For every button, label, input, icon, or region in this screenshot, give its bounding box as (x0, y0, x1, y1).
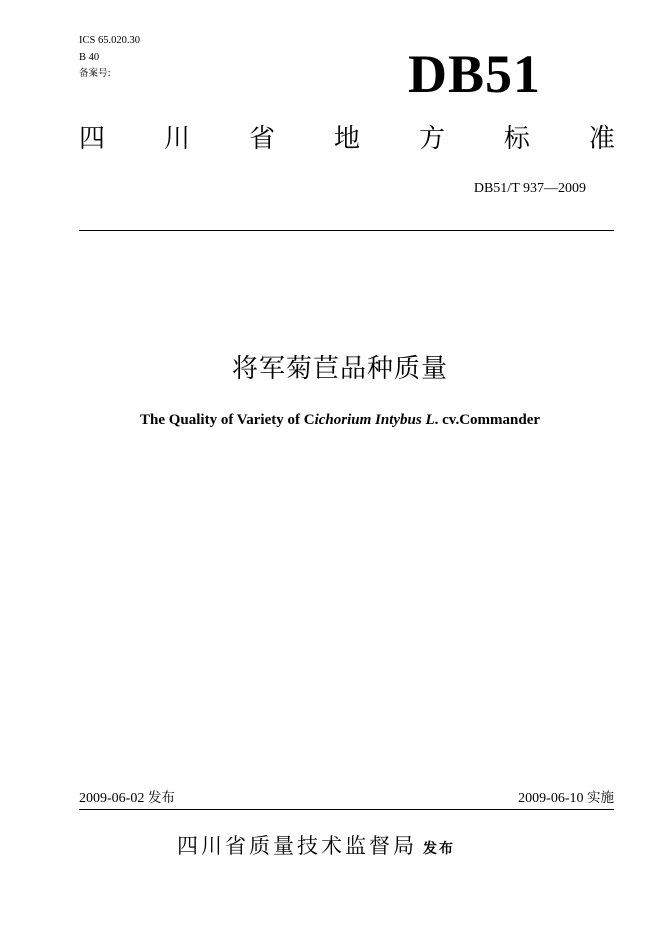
effective-date-label: 实施 (587, 790, 614, 806)
standard-type-char: 省 (248, 124, 275, 154)
standard-type-char: 四 (79, 124, 106, 154)
title-en-prefix: The Quality of Variety of C (139, 412, 315, 428)
ics-code: ICS 65.020.30 (79, 35, 140, 46)
ccs-code: B 40 (79, 52, 100, 63)
issue-date-value: 2009-06-02 (79, 791, 145, 806)
issuer-name: 四川省质量技术监督局 (177, 834, 417, 858)
standard-code-logo: DB51 (408, 44, 542, 104)
effective-date-value: 2009-06-10 (518, 791, 584, 806)
standard-type-char: 川 (163, 124, 190, 154)
title-en-species: ichorium Intybus L (314, 412, 435, 428)
record-number-label: 备案号: (79, 68, 111, 79)
issuing-authority (177, 831, 455, 864)
issue-date (79, 789, 175, 808)
standard-type-heading (79, 120, 615, 158)
document-title-english (0, 411, 662, 429)
issuer-action: 发布 (423, 841, 455, 857)
issue-date-label: 发布 (147, 790, 175, 806)
title-en-suffix: . cv.Commander (434, 412, 541, 428)
standard-number: DB51/T 937—2009 (473, 181, 586, 196)
header-divider (79, 230, 614, 231)
standard-type-char: 方 (418, 124, 445, 154)
standard-type-char: 标 (503, 124, 530, 154)
effective-date (518, 789, 614, 808)
document-title-chinese: 将军菊苣品种质量 (231, 354, 448, 384)
standard-type-char: 准 (588, 124, 615, 154)
standard-type-char: 地 (333, 124, 360, 154)
footer-divider (79, 809, 614, 810)
